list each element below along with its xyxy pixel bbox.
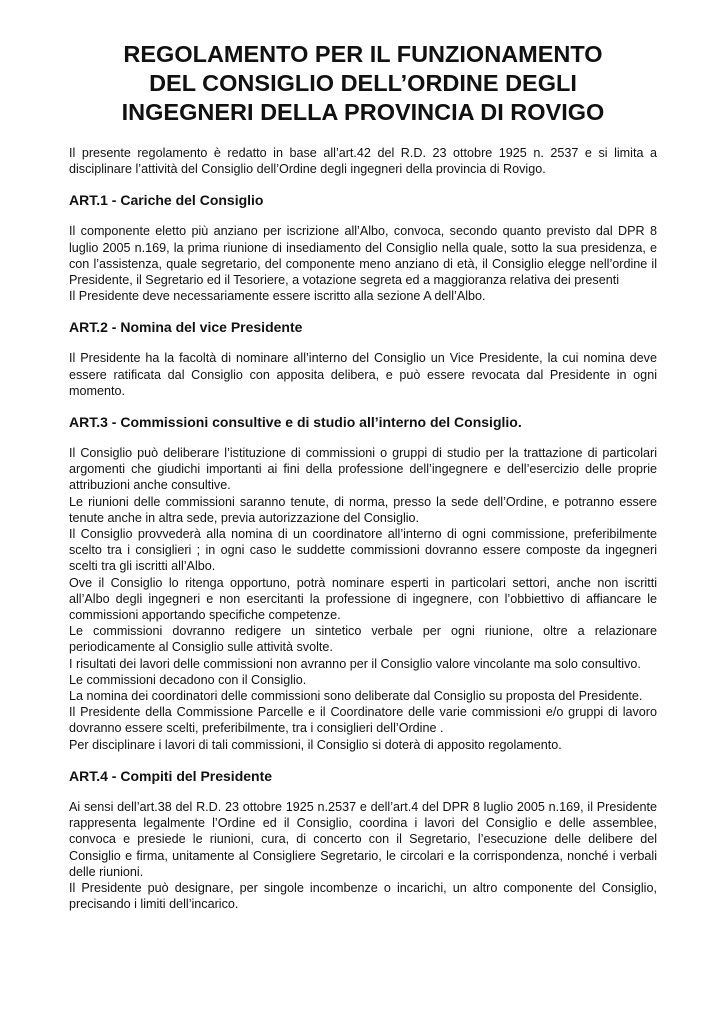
article-heading: ART.1 - Cariche del Consiglio	[69, 192, 264, 209]
article-paragraph: Il Consiglio provvederà alla nomina di un coordinatore all’interno di ogni commissione, preferibilmente scelto tra i consiglieri ; in ogni caso le suddette commissioni dovranno essere composte da ingegneri scelti tra gli iscritti all’Albo.	[69, 527, 657, 574]
article-heading: ART.3 - Commissioni consultive e di studio all’interno del Consiglio.	[69, 414, 522, 431]
intro-paragraph: Il presente regolamento è redatto in base all’art.42 del R.D. 23 ottobre 1925 n. 2537 e si limita a disciplinare l’attività del Consiglio dell’Ordine degli ingegneri della provincia di Rovigo.	[69, 146, 657, 177]
title-line: DEL CONSIGLIO DELL’ORDINE DEGLI	[149, 70, 577, 96]
title-line: REGOLAMENTO PER IL FUNZIONAMENTO	[123, 41, 603, 67]
document-title	[69, 40, 657, 127]
title-line: INGEGNERI DELLA PROVINCIA DI ROVIGO	[121, 99, 605, 125]
article-paragraph: Le commissioni decadono con il Consiglio.	[69, 672, 307, 687]
article-heading: ART.4 - Compiti del Presidente	[69, 767, 273, 784]
article-paragraph: Il Presidente della Commissione Parcelle e il Coordinatore delle varie commissioni e/o gruppi di lavoro dovranno essere scelti, preferibilmente, tra i consiglieri dell’Ordine .	[69, 705, 657, 736]
article-paragraph: Ai sensi dell’art.38 del R.D. 23 ottobre 1925 n.2537 e dell’art.4 del DPR 8 luglio 2005 n.169, il Presidente rappresenta legalmente l’Ordine ed il Consiglio, coordina i lavori del Consiglio e delle assemblee, convoca e presiede le riunioni, cura, di concerto con il Segretario, l’esecuzione delle delibere del Consiglio e firma, unitamente al Consigliere Segretario, le circolari e la corrispondenza, nonché i verbali delle riunioni.	[69, 799, 657, 879]
article-4	[69, 767, 657, 912]
article-heading: ART.2 - Nomina del vice Presidente	[69, 319, 303, 336]
article-paragraph: La nomina dei coordinatori delle commissioni sono deliberate dal Consiglio su proposta del Presidente.	[69, 689, 643, 704]
article-paragraph: Il Consiglio può deliberare l’istituzione di commissioni o gruppi di studio per la trattazione di particolari argomenti che giudichi importanti ai fini della professione dell’ingegnere e dell’esercizio delle proprie attribuzioni anche consultive.	[69, 446, 657, 493]
article-paragraph: Il componente eletto più anziano per iscrizione all’Albo, convoca, secondo quanto previsto dal DPR 8 luglio 2005 n.169, la prima riunione di insediamento del Consiglio nella quale, sotto la sua presidenza, e con l’assistenza, quale segretario, del componente meno anziano di età, il Consiglio elegge nell’ordine il Presidente, il Segretario ed il Tesoriere, a votazione segreta ed a maggioranza relativa dei presenti	[69, 224, 657, 288]
article-2	[69, 318, 657, 399]
article-paragraph: Le commissioni dovranno redigere un sintetico verbale per ogni riunione, oltre a relazionare periodicamente al Consiglio sulle attività svolte.	[69, 624, 657, 655]
article-paragraph: Ove il Consiglio lo ritenga opportuno, potrà nominare esperti in particolari settori, anche non iscritti all’Albo degli ingegneri e non esercitanti la professione di ingegnere, con l’obbiettivo di affiancare le commissioni apportando specifiche competenze.	[69, 575, 657, 623]
article-1	[69, 191, 657, 304]
article-paragraph: I risultati dei lavori delle commissioni non avranno per il Consiglio valore vincolante ma solo consultivo.	[69, 656, 641, 671]
article-paragraph: Il Presidente ha la facoltà di nominare all’interno del Consiglio un Vice Presidente, la cui nomina deve essere ratificata dal Consiglio con apposita delibera, e può essere revocata dal Presidente in ogni momento.	[69, 351, 657, 398]
article-paragraph: Il Presidente deve necessariamente essere iscritto alla sezione A dell’Albo.	[69, 289, 486, 304]
article-paragraph: Per disciplinare i lavori di tali commissioni, il Consiglio si doterà di apposito regolamento.	[69, 737, 562, 752]
article-paragraph: Le riunioni delle commissioni saranno tenute, di norma, presso la sede dell’Ordine, e potranno essere tenute anche in altra sede, previa autorizzazione del Consiglio.	[69, 494, 657, 525]
article-paragraph: Il Presidente può designare, per singole incombenze o incarichi, un altro componente del Consiglio, precisando i limiti dell’incarico.	[69, 880, 657, 912]
article-3	[69, 413, 657, 753]
